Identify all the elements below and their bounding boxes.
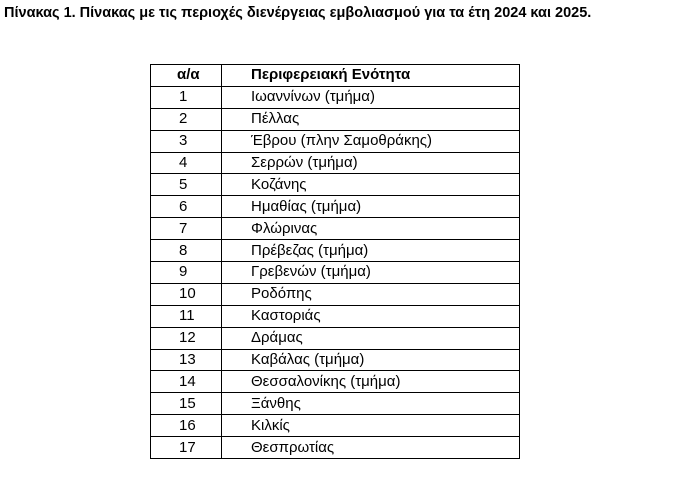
row-region: Κοζάνης — [222, 174, 520, 196]
table-row — [151, 86, 520, 108]
row-number: 3 — [151, 130, 222, 152]
row-region: Θεσπρωτίας — [222, 437, 520, 459]
row-region: Πέλλας — [222, 108, 520, 130]
row-number: 11 — [151, 305, 222, 327]
row-region: Ξάνθης — [222, 393, 520, 415]
row-region: Καβάλας (τμήμα) — [222, 349, 520, 371]
table-row — [151, 437, 520, 459]
row-region: Πρέβεζας (τμήμα) — [222, 240, 520, 262]
row-region: Ημαθίας (τμήμα) — [222, 196, 520, 218]
row-number: 12 — [151, 327, 222, 349]
table-row — [151, 415, 520, 437]
table-row — [151, 240, 520, 262]
row-region: Έβρου (πλην Σαμοθράκης) — [222, 130, 520, 152]
row-number: 14 — [151, 371, 222, 393]
row-number: 17 — [151, 437, 222, 459]
row-number: 6 — [151, 196, 222, 218]
row-number: 2 — [151, 108, 222, 130]
row-region: Δράμας — [222, 327, 520, 349]
row-number: 7 — [151, 218, 222, 240]
header-row — [151, 65, 520, 87]
row-region: Σερρών (τμήμα) — [222, 152, 520, 174]
row-number: 16 — [151, 415, 222, 437]
table-caption: Πίνακας 1. Πίνακας με τις περιοχές διενέργειας εμβολιασμού για τα έτη 2024 και 2025. — [4, 5, 592, 21]
row-region: Καστοριάς — [222, 305, 520, 327]
row-region: Θεσσαλονίκης (τμήμα) — [222, 371, 520, 393]
table-row — [151, 371, 520, 393]
row-number: 9 — [151, 262, 222, 284]
row-number: 8 — [151, 240, 222, 262]
row-region: Γρεβενών (τμήμα) — [222, 262, 520, 284]
table-row — [151, 218, 520, 240]
table-row — [151, 174, 520, 196]
row-region: Ιωαννίνων (τμήμα) — [222, 86, 520, 108]
header-number: α/α — [151, 65, 222, 87]
row-number: 13 — [151, 349, 222, 371]
regions-table — [150, 64, 520, 459]
table-body — [151, 86, 520, 458]
header-region: Περιφερειακή Ενότητα — [222, 65, 520, 87]
table-row — [151, 305, 520, 327]
row-region: Φλώρινας — [222, 218, 520, 240]
table-row — [151, 393, 520, 415]
row-number: 5 — [151, 174, 222, 196]
table-row — [151, 349, 520, 371]
row-number: 1 — [151, 86, 222, 108]
row-number: 4 — [151, 152, 222, 174]
table-header — [151, 65, 520, 87]
table-row — [151, 283, 520, 305]
row-region: Ροδόπης — [222, 283, 520, 305]
row-number: 10 — [151, 283, 222, 305]
table-row — [151, 196, 520, 218]
table-row — [151, 262, 520, 284]
row-number: 15 — [151, 393, 222, 415]
table-row — [151, 327, 520, 349]
table-row — [151, 152, 520, 174]
table-row — [151, 108, 520, 130]
table-row — [151, 130, 520, 152]
row-region: Κιλκίς — [222, 415, 520, 437]
